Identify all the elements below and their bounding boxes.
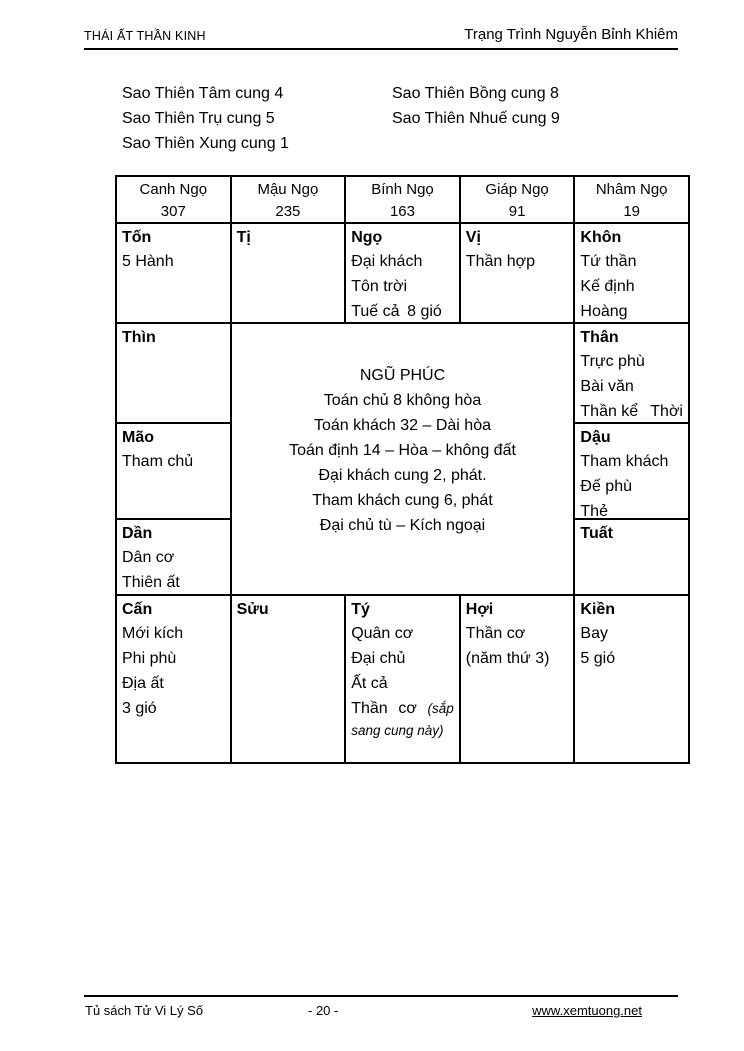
palace-kien-line: 5 gió — [580, 650, 616, 667]
palace-suu — [232, 596, 345, 762]
palace-ty-line-text: Thần cơ — [351, 700, 417, 717]
palace-ngo — [346, 224, 459, 322]
palace-thin-label: Thìn — [122, 329, 156, 346]
palace-vi-line: Thần hợp — [465, 253, 535, 270]
year-number: 163 — [389, 203, 415, 220]
palace-dau-line: Đế phù — [580, 478, 632, 495]
year-number: 91 — [508, 203, 526, 220]
year-column-binh-ngo — [346, 177, 459, 222]
palace-mao-line: Tham chủ — [122, 453, 194, 470]
star-item: Sao Thiên Trụ cung 5 — [122, 110, 275, 127]
year-number: 235 — [275, 203, 301, 220]
palace-than-line: Bài văn — [580, 378, 634, 395]
palace-suu-label: Sửu — [236, 601, 269, 618]
palace-ty-line-note: (sắp sang cung này) — [351, 701, 454, 738]
center-summary-panel — [232, 324, 574, 594]
palace-hoi — [461, 596, 574, 762]
year-number: 19 — [623, 203, 641, 220]
palace-ty-line — [351, 698, 454, 742]
palace-vi-label: Vị — [465, 229, 481, 246]
page-number: - 20 - — [308, 1003, 339, 1018]
page-footer — [84, 995, 678, 1023]
center-line: Toán khách 32 – Dài hòa — [313, 416, 491, 434]
center-title: NGŨ PHÚC — [359, 366, 446, 384]
palace-ngo-line-right: 8 gió — [407, 303, 442, 320]
palace-dau — [575, 424, 688, 518]
palace-can-line: 3 gió — [122, 700, 157, 717]
palace-ngo-line: Tôn trời — [351, 278, 408, 295]
palace-than-line — [580, 399, 683, 422]
palace-kien-line: Bay — [580, 625, 608, 642]
palace-ton — [117, 224, 230, 322]
palace-kien-label: Kiền — [580, 601, 616, 618]
palace-hoi-label: Hợi — [465, 601, 494, 618]
palace-khon-line: Tứ thần — [580, 253, 637, 270]
palace-ngo-line-left: Tuế cả — [351, 303, 400, 320]
palace-ngo-label: Ngọ — [351, 229, 383, 246]
palace-ton-line: 5 Hành — [122, 253, 174, 270]
star-item: Sao Thiên Bồng cung 8 — [392, 85, 559, 102]
year-name: Canh Ngọ — [139, 181, 208, 198]
palace-tuat — [575, 520, 688, 594]
palace-ti — [232, 224, 345, 322]
palace-dau-line: Tham khách — [580, 453, 669, 470]
palace-ty-line: Ất cả — [351, 675, 388, 692]
palace-dau-label: Dậu — [580, 429, 611, 446]
palace-hoi-line: Thần cơ — [465, 625, 526, 642]
palace-than-line-right: Thời — [650, 403, 683, 420]
palace-dan — [117, 520, 230, 594]
palace-can-line: Địa ất — [122, 675, 164, 692]
palace-mao-label: Mão — [122, 429, 154, 446]
palace-mao — [117, 424, 230, 518]
palace-khon-line: Kế định — [580, 278, 635, 295]
palace-hoi-line: (năm thứ 3) — [465, 650, 550, 667]
star-item: Sao Thiên Tâm cung 4 — [122, 85, 284, 102]
palace-than-line: Trực phù — [580, 353, 645, 370]
center-line: Toán chủ 8 không hòa — [323, 391, 482, 409]
palace-kien — [575, 596, 688, 762]
palace-than — [575, 324, 688, 422]
year-column-nham-ngo — [575, 177, 688, 222]
palace-than-label: Thân — [580, 329, 619, 346]
year-name: Bính Ngọ — [371, 181, 434, 198]
year-name: Giáp Ngọ — [485, 181, 549, 198]
star-list — [122, 81, 560, 156]
year-column-canh-ngo — [117, 177, 230, 222]
palace-ngo-line: Đại khách — [351, 253, 423, 270]
palace-thin — [117, 324, 230, 422]
palace-khon-line: Hoàng — [580, 303, 628, 320]
year-column-mau-ngo — [232, 177, 345, 222]
palace-ngo-line — [351, 299, 454, 322]
page-header — [84, 26, 678, 50]
palace-can — [117, 596, 230, 762]
palace-tuat-label: Tuất — [580, 525, 613, 542]
center-line: Toán định 14 – Hòa – không đất — [289, 441, 516, 459]
palace-ty-line: Đại chủ — [351, 650, 406, 667]
palace-ty-label: Tý — [351, 601, 370, 618]
palace-ton-label: Tốn — [122, 229, 152, 246]
year-name: Nhâm Ngọ — [595, 181, 668, 198]
palace-ti-label: Tị — [236, 229, 251, 246]
palace-can-line: Phi phù — [122, 650, 177, 667]
center-line: Đại khách cung 2, phát. — [318, 466, 487, 484]
palace-dan-label: Dần — [122, 525, 153, 542]
palace-dau-line: Thẻ — [580, 503, 608, 518]
author-name: Trạng Trình Nguyễn Bỉnh Khiêm — [464, 26, 678, 43]
year-name: Mậu Ngọ — [257, 181, 319, 198]
website-link[interactable]: www.xemtuong.net — [532, 1003, 642, 1018]
palace-dan-line: Dân cơ — [122, 549, 175, 566]
palace-ty — [346, 596, 459, 762]
thai-at-chart-table — [115, 175, 690, 764]
year-number: 307 — [160, 203, 186, 220]
palace-can-line: Mới kích — [122, 625, 184, 642]
star-item: Sao Thiên Nhuế cung 9 — [392, 110, 560, 127]
palace-khon — [575, 224, 688, 322]
footer-series-title: Tủ sách Tử Vi Lý Số — [85, 1003, 204, 1018]
palace-dan-line: Thiên ất — [122, 574, 180, 591]
palace-can-label: Cấn — [122, 601, 153, 618]
year-column-giap-ngo — [461, 177, 574, 222]
palace-khon-label: Khôn — [580, 229, 622, 246]
center-line: Tham khách cung 6, phát — [312, 491, 493, 509]
star-item: Sao Thiên Xung cung 1 — [122, 135, 289, 152]
palace-vi — [461, 224, 574, 322]
palace-ty-line: Quân cơ — [351, 625, 414, 642]
center-line: Đại chủ tù – Kích ngoại — [319, 516, 486, 534]
book-title: THÁI ẤT THẦN KINH — [84, 29, 206, 43]
palace-than-line-left: Thần kể — [580, 403, 639, 420]
